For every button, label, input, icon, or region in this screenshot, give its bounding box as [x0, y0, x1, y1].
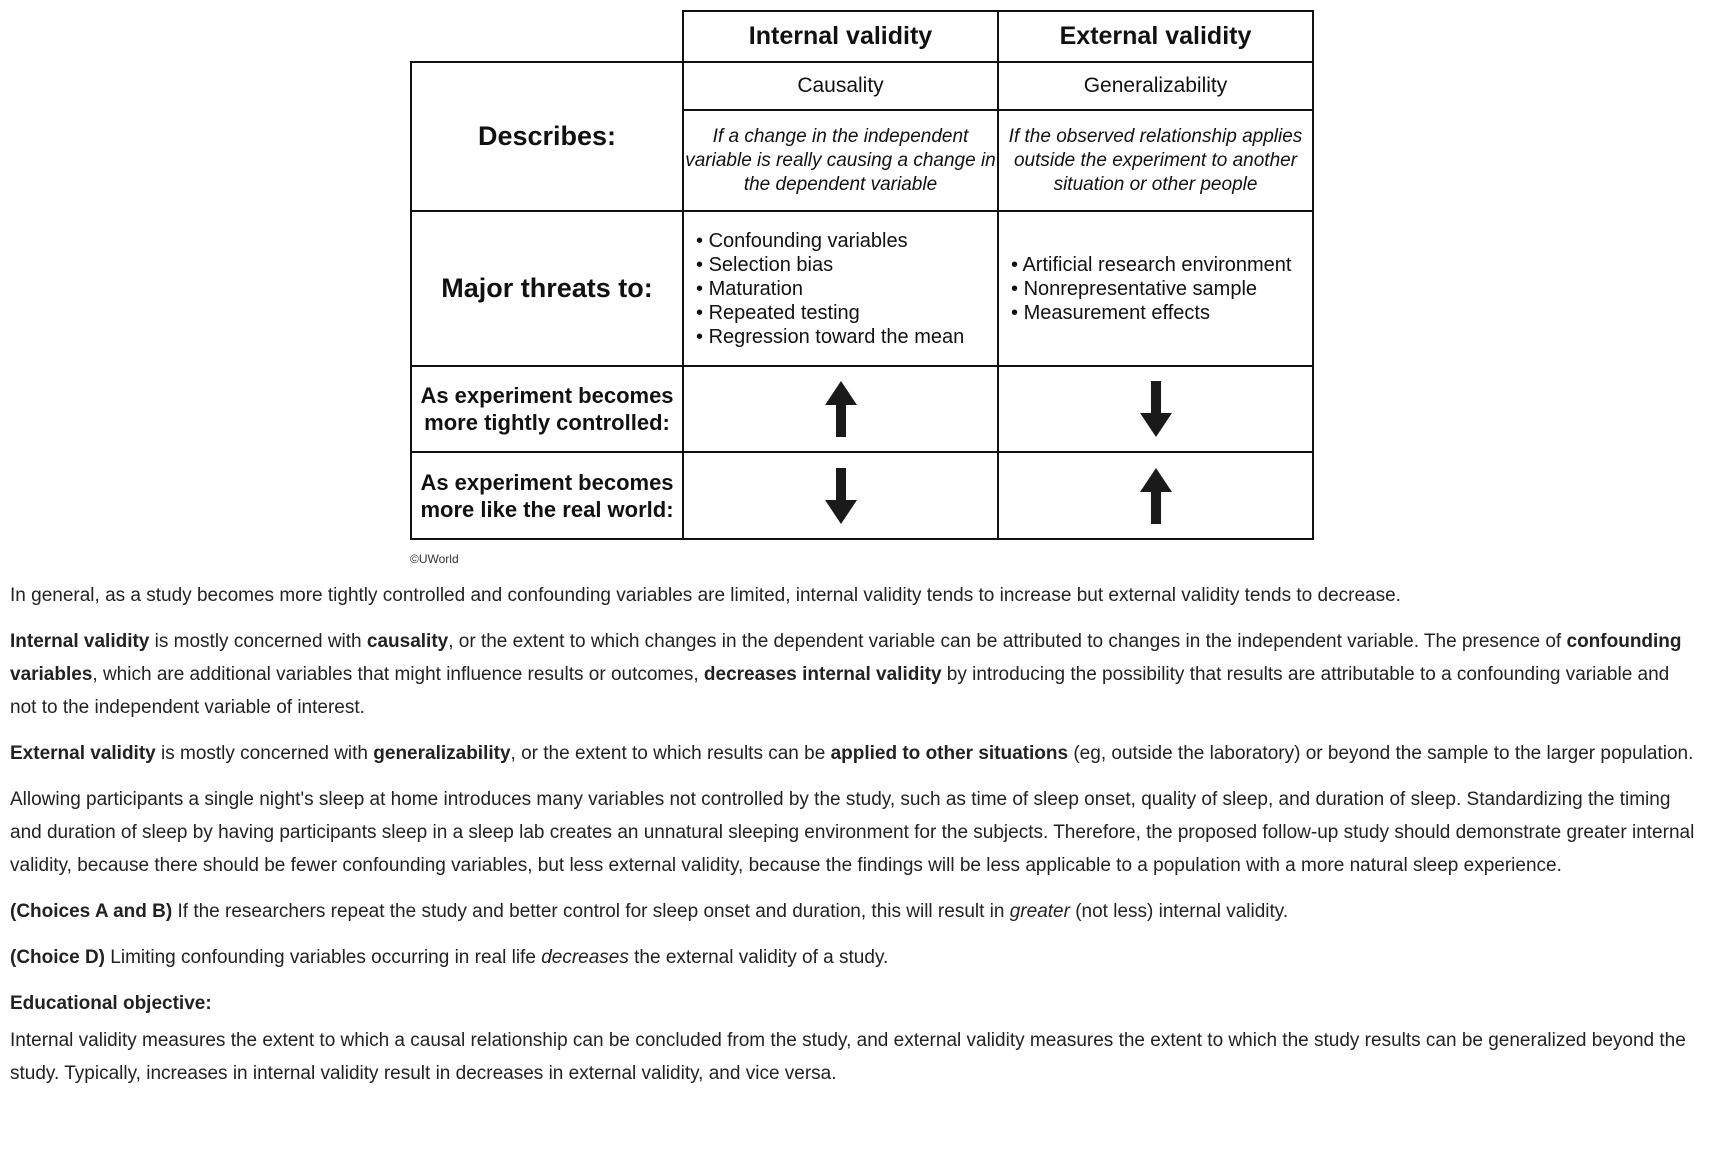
text-run: If the researchers repeat the study and better control for sleep onset and duration, this will result in: [172, 901, 1010, 922]
arrow-up-shape: [1140, 468, 1172, 524]
text-run: is mostly concerned with: [155, 743, 374, 764]
internal-description: If a change in the independent variable is really causing a change in the dependent variable: [683, 110, 998, 211]
text-run: by introducing the possibility that results are attributable to a confounding variable and not to the independent variable of interest.: [10, 664, 1670, 718]
text-run: the external validity of a study.: [628, 947, 889, 968]
row-label-line: As experiment becomes: [420, 383, 674, 408]
paragraph-sleep-study: Allowing participants a single night's sleep at home introduces many variables not controlled by the study, such as time of sleep onset, quality of sleep, and duration of sleep. Standardizing the timing and duration of sleep by having participants sleep in a sleep lab creates an unnatural sleeping environment for the subjects. Therefore, the proposed follow-up study should demonstrate greater internal validity, because there should be fewer confounding variables, but less external validity, because the findings will be less applicable to a population with a more natural sleep experience.: [10, 789, 1695, 876]
bold-term: causality: [366, 631, 449, 652]
list-item: • Nonrepresentative sample: [1011, 277, 1312, 301]
external-threats-list: [999, 253, 1312, 325]
row-label-line: more like the real world:: [420, 496, 674, 522]
text-run: , or the extent to which changes in the dependent variable can be attributed to changes in the independent variable. The presence of: [448, 631, 1567, 652]
list-item: • Maturation: [696, 277, 997, 301]
bold-term: Internal validity: [10, 631, 150, 652]
list-item: • Repeated testing: [696, 301, 997, 325]
internal-threats-list: [684, 229, 997, 349]
educational-objective-text: Internal validity measures the extent to which a causal relationship can be concluded from the study, and external validity measures the extent to which the study results can be generalized beyond the study. Typically, increases in internal validity result in decreases in external validity, and vice versa.: [10, 1030, 1686, 1084]
text-run: (not less) internal validity.: [1069, 901, 1289, 922]
text-run: Limiting confounding variables occurring in real life: [105, 947, 542, 968]
choice-label: (Choice D): [10, 947, 105, 968]
italic-term: decreases: [541, 947, 629, 968]
educational-objective-heading: [10, 987, 1700, 1020]
controlled-external-arrow-cell: [998, 366, 1313, 452]
explanation-text: [10, 579, 1700, 1103]
text-run: (eg, outside the laboratory) or beyond the sample to the larger population.: [1068, 743, 1694, 764]
arrow-up-shape: [825, 381, 857, 437]
row-label-line: As experiment becomes: [420, 469, 674, 495]
paragraph-choices-a-b: [10, 895, 1700, 928]
list-item: • Confounding variables: [696, 229, 997, 253]
choice-label: (Choices A and B): [10, 901, 173, 922]
row-label-tightly-controlled: [411, 366, 683, 452]
validity-comparison-figure: [410, 10, 1312, 566]
arrow-down-shape: [825, 468, 857, 524]
external-description: If the observed relationship applies outside the experiment to another situation or other people: [998, 110, 1313, 211]
external-threats-cell: [998, 211, 1313, 366]
text-run: is mostly concerned with: [149, 631, 367, 652]
heading-text: Educational objective:: [10, 993, 212, 1014]
arrow-up-icon: [823, 379, 859, 439]
empty-corner-cell: [411, 11, 683, 62]
bold-term: External validity: [10, 743, 156, 764]
list-item: • Measurement effects: [1011, 301, 1312, 325]
bold-term: confounding variables: [10, 631, 1682, 685]
arrow-up-icon: [1138, 466, 1174, 526]
text-run: , which are additional variables that might influence results or outcomes,: [92, 664, 704, 685]
bold-term: decreases internal validity: [703, 664, 942, 685]
external-term-generalizability: Generalizability: [998, 62, 1313, 110]
italic-term: greater: [1009, 901, 1070, 922]
row-label-real-world: [411, 452, 683, 539]
realworld-external-arrow-cell: [998, 452, 1313, 539]
arrow-down-icon: [823, 466, 859, 526]
arrow-down-icon: [1138, 379, 1174, 439]
realworld-internal-arrow-cell: [683, 452, 998, 539]
internal-threats-cell: [683, 211, 998, 366]
text-run: , or the extent to which results can be: [510, 743, 831, 764]
copyright-notice: ©UWorld: [410, 552, 459, 566]
paragraph-external-validity: [10, 737, 1700, 770]
row-label-major-threats: Major threats to:: [411, 211, 683, 366]
controlled-internal-arrow-cell: [683, 366, 998, 452]
paragraph-internal-validity: [10, 625, 1700, 724]
list-item: • Artificial research environment: [1011, 253, 1312, 277]
bold-term: applied to other situations: [830, 743, 1069, 764]
internal-term-causality: Causality: [683, 62, 998, 110]
validity-table: [410, 10, 1314, 540]
header-external-validity: External validity: [998, 11, 1313, 62]
paragraph-summary: In general, as a study becomes more tightly controlled and confounding variables are limited, internal validity tends to increase but external validity tends to decrease.: [10, 585, 1401, 606]
header-internal-validity: Internal validity: [683, 11, 998, 62]
row-label-line: more tightly controlled:: [424, 410, 670, 435]
bold-term: generalizability: [373, 743, 511, 764]
paragraph-choice-d: [10, 941, 1700, 974]
list-item: • Selection bias: [696, 253, 997, 277]
row-label-describes: Describes:: [411, 62, 683, 211]
list-item: • Regression toward the mean: [696, 325, 997, 349]
arrow-down-shape: [1140, 381, 1172, 437]
